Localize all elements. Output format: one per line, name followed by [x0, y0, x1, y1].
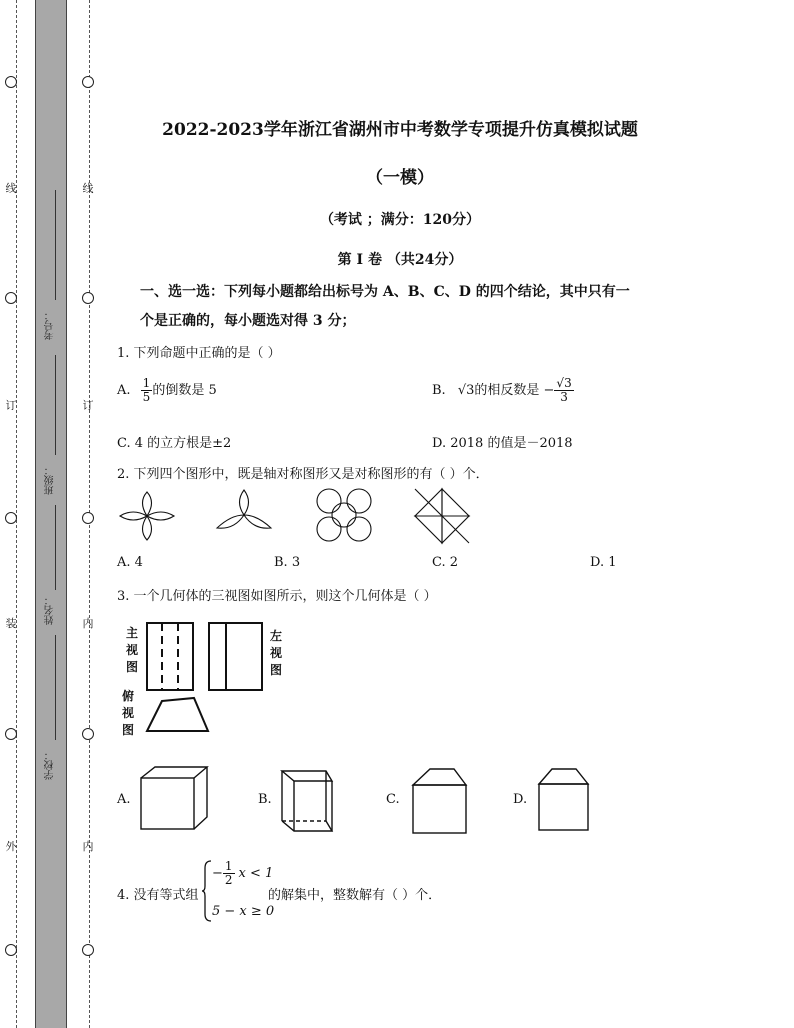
- q3-stem: 3. 一个几何体的三视图如图所示，则这个几何体是（ ）: [117, 589, 437, 604]
- field-underline: [55, 635, 56, 740]
- top-view-trapezoid-icon: [146, 697, 210, 733]
- binding-hole-icon: [82, 728, 94, 740]
- q4-stem-pre: 4. 没有等式组: [117, 888, 199, 903]
- part-intro-line1: 一、选一选：下列每小题都给出标号为 A、B、C、D 的四个结论，其中只有一: [140, 284, 630, 300]
- q3-option-c-label: C.: [386, 792, 400, 807]
- top-view-label: 俯视图: [122, 689, 135, 737]
- fraction: [141, 377, 153, 404]
- fraction: [223, 860, 235, 887]
- gutter-char-pack: 装: [5, 617, 17, 630]
- binding-hole-icon: [5, 512, 17, 524]
- front-view-drawing: [146, 622, 196, 692]
- binding-hole-icon: [5, 944, 17, 956]
- fraction: [554, 377, 573, 404]
- binding-hole-icon: [82, 76, 94, 88]
- q4-inequality-2: 5 − x ≥ 0: [212, 904, 275, 919]
- q3-option-c-house-icon: [410, 765, 468, 835]
- gutter-char-inner: 内: [82, 617, 94, 630]
- fraction-denominator: 2: [224, 873, 233, 887]
- field-class-label: 班级：: [45, 465, 56, 495]
- binding-hole-icon: [82, 292, 94, 304]
- figure-five-circles-icon: [314, 487, 374, 543]
- binding-hole-icon: [82, 944, 94, 956]
- q3-option-d-house-icon: [536, 766, 592, 832]
- option-label: B.: [432, 383, 446, 398]
- q2-option-c: C. 2: [432, 555, 459, 570]
- part-intro-line2: 个是正确的，每小题选对得 3 分；: [140, 313, 356, 329]
- option-label: A.: [117, 383, 131, 398]
- q4-inequality-1: [212, 860, 273, 887]
- gutter-char-bind: 订: [5, 399, 17, 412]
- q3-option-a-cube-icon: [138, 765, 210, 831]
- left-view-label: 左视图: [270, 629, 283, 677]
- fraction-numerator: 1: [142, 376, 151, 390]
- q3-option-b-prism-icon: [280, 768, 336, 834]
- fraction-denominator: 5: [142, 390, 151, 404]
- fraction-numerator: 1: [224, 859, 233, 873]
- q2-option-d: D. 1: [590, 555, 617, 570]
- binding-strip: [35, 0, 67, 1028]
- figure-pinwheel-icon: [413, 488, 471, 544]
- field-underline: [55, 355, 56, 455]
- section-heading: 第 I 卷 （共24分）: [337, 252, 463, 268]
- field-school-label: 学校：: [45, 750, 56, 780]
- field-underline: [55, 190, 56, 300]
- figure-three-petal-icon: [214, 488, 274, 534]
- figure-four-petal-icon: [118, 490, 176, 542]
- sqrt-expression: √3: [457, 383, 475, 398]
- gutter-char-line: 线: [82, 182, 94, 195]
- q1-stem: 1. 下列命题中正确的是（ ）: [117, 346, 281, 361]
- exam-title: 2022-2023学年浙江省湖州市中考数学专项提升仿真模拟试题: [162, 120, 638, 140]
- fraction-numerator: √3: [556, 376, 572, 390]
- q1-option-a: [117, 377, 217, 404]
- q2-option-b: B. 3: [274, 555, 301, 570]
- q3-option-d-label: D.: [513, 792, 528, 807]
- system-brace-icon: [202, 860, 212, 922]
- field-name-label: 姓名：: [45, 595, 56, 625]
- binding-hole-icon: [5, 728, 17, 740]
- exam-info: （考试 ；满分：120分）: [319, 212, 481, 228]
- q1-option-c: C. 4 的立方根是±2: [117, 436, 232, 451]
- q4-stem-post: 的解集中，整数解有（ ）个．: [268, 888, 442, 903]
- gutter-char-bind: 订: [82, 399, 94, 412]
- gutter-char-line: 线: [5, 182, 17, 195]
- binding-hole-icon: [5, 292, 17, 304]
- gutter-char-outer: 外: [5, 840, 17, 853]
- option-text: 的倒数是 5: [152, 383, 217, 398]
- binding-hole-icon: [5, 76, 17, 88]
- field-exam-number-label: 考号：: [45, 310, 56, 340]
- q1-option-d: D. 2018 的值是－2018: [432, 436, 573, 451]
- front-view-label: 主视图: [126, 626, 139, 674]
- q2-option-a: A. 4: [117, 555, 143, 570]
- inequality-rhs: x < 1: [238, 866, 274, 881]
- field-underline: [55, 505, 56, 590]
- q2-stem: 2. 下列四个图形中，既是轴对称图形又是对称图形的有（ ）个．: [117, 467, 489, 482]
- q3-option-b-label: B.: [258, 792, 272, 807]
- exam-subtitle: （一模）: [366, 168, 434, 188]
- fraction-denominator: 3: [560, 390, 568, 404]
- q3-option-a-label: A.: [117, 792, 131, 807]
- binding-hole-icon: [82, 512, 94, 524]
- minus-sign: −: [212, 866, 223, 881]
- gutter-char-inner: 内: [82, 840, 94, 853]
- option-text: 的相反数是 −: [474, 383, 555, 398]
- q1-option-b: [432, 377, 574, 404]
- left-view-drawing: [208, 622, 264, 692]
